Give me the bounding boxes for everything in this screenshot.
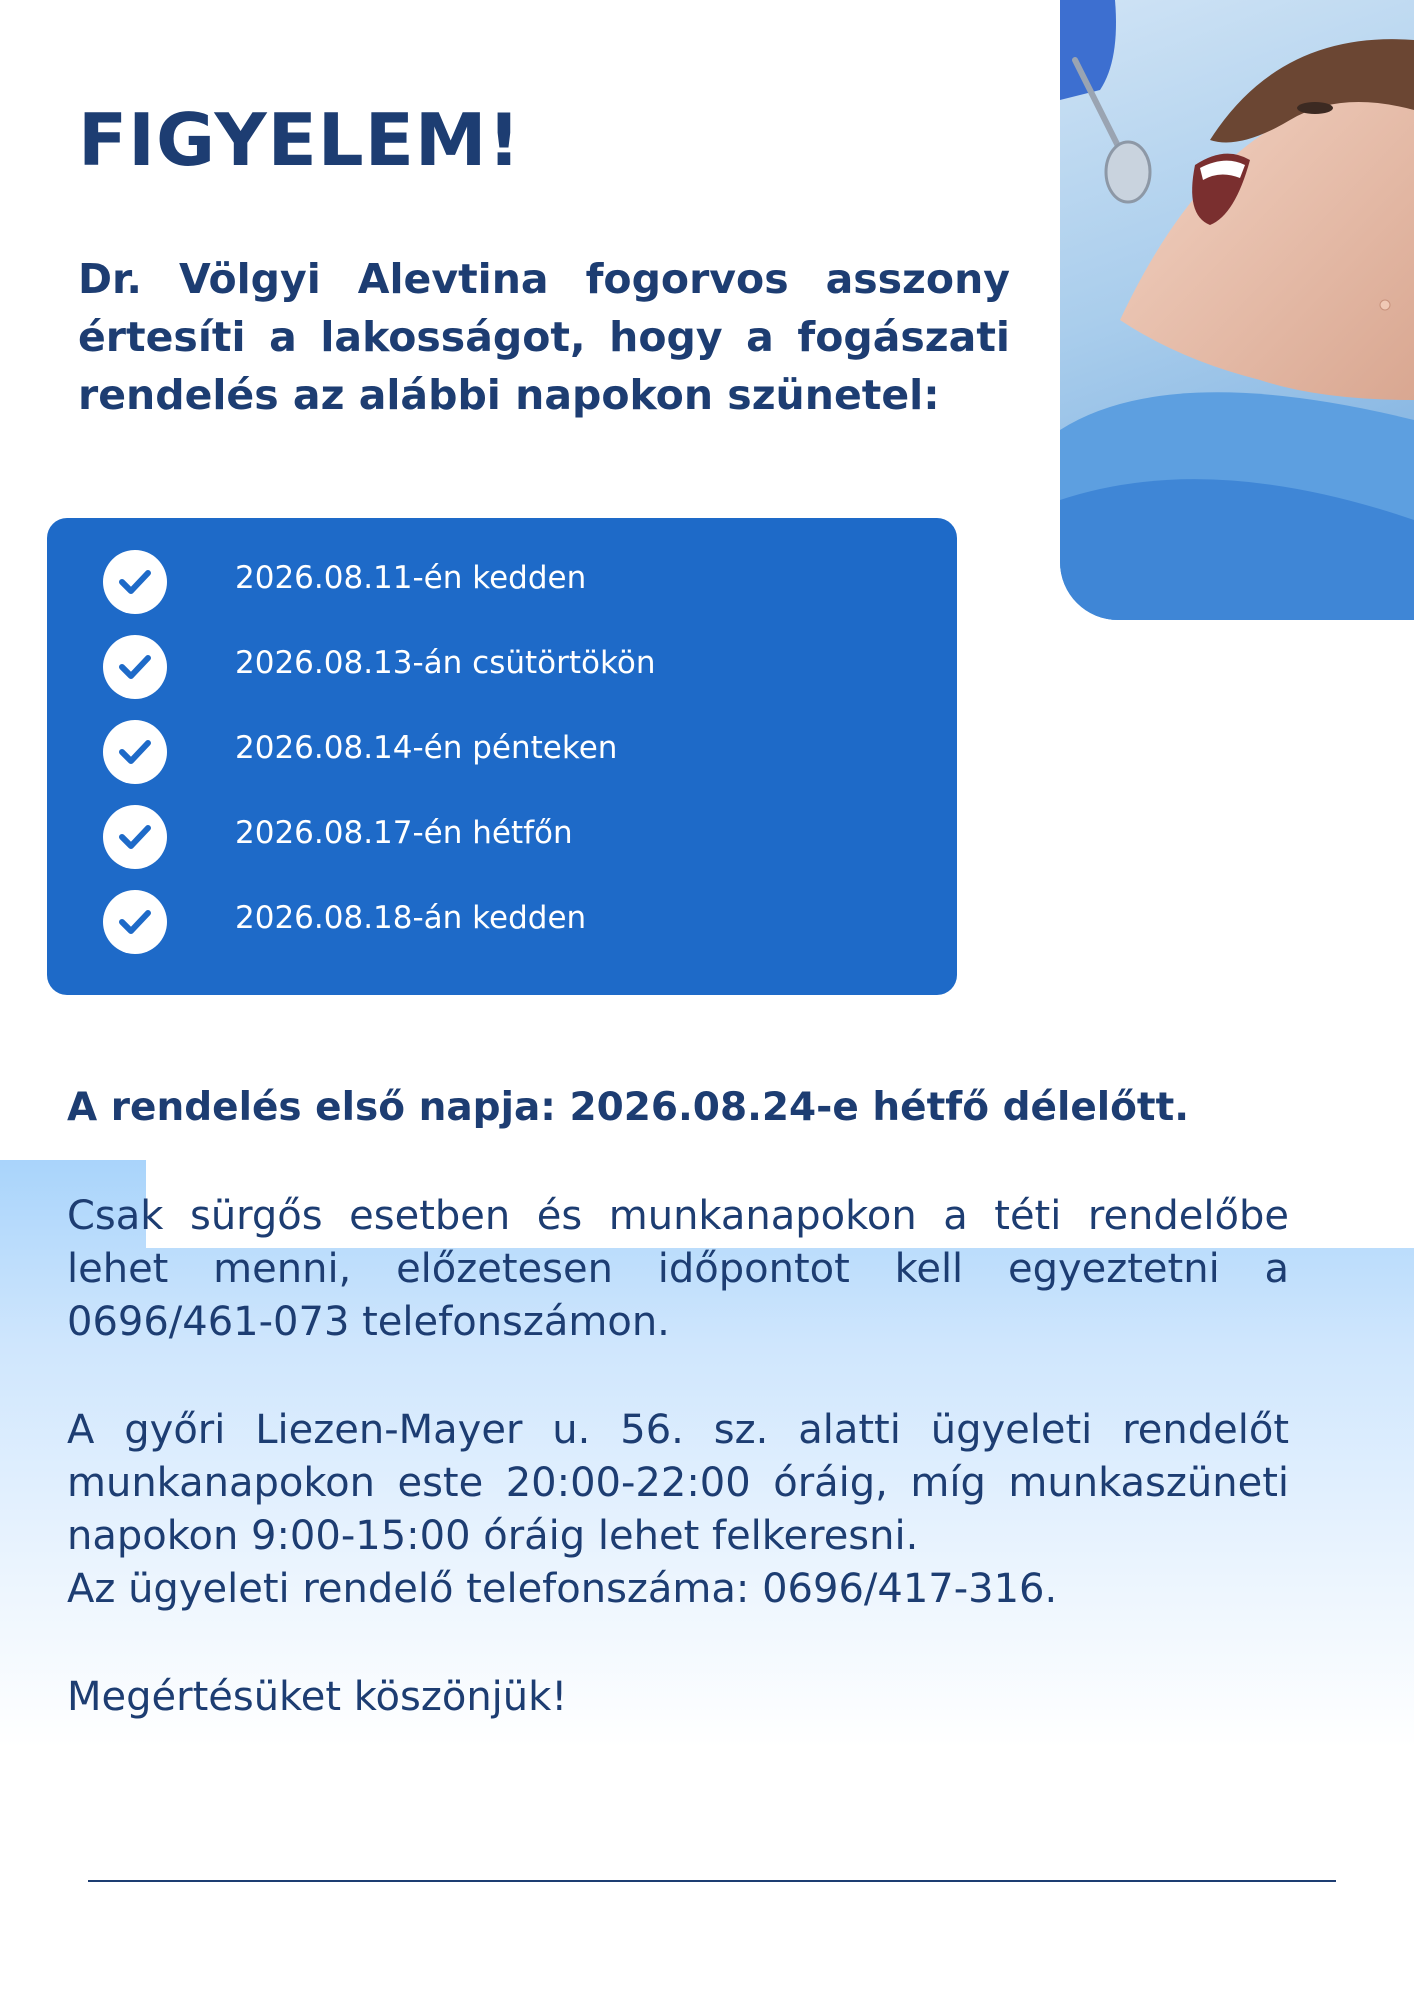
closed-day-item [47, 720, 957, 784]
dental-patient-illustration [1060, 0, 1414, 620]
urgent-care-paragraph: Csak sürgős esetben és munkanapokon a téti rendelőbe lehet menni, előzetesen időpontot kell egyeztetni a 0696/461-073 telefonszámon. [67, 1193, 1289, 1345]
duty-clinic-hours: A győri Liezen-Mayer u. 56. sz. alatti ügyeleti rendelőt munkanapokon este 20:00-22:00 óráig, míg munkaszüneti napokon 9:00-15:00 óráig lehet felkeresni. [67, 1407, 1289, 1559]
intro-text: Dr. Völgyi Alevtina fogorvos asszony értesíti a lakosságot, hogy a fogászati rendelés az alábbi napokon szünetel: [78, 255, 1010, 419]
closed-day-text: 2026.08.18-án kedden [235, 900, 587, 936]
closed-day-text: 2026.08.17-én hétfőn [235, 815, 573, 851]
closed-day-text: 2026.08.11-én kedden [235, 560, 587, 596]
closed-day-text: 2026.08.13-án csütörtökön [235, 645, 656, 681]
duty-clinic-phone: Az ügyeleti rendelő telefonszáma: 0696/417-316. [67, 1566, 1058, 1612]
closed-day-item [47, 635, 957, 699]
closed-days-panel [47, 518, 957, 995]
check-circle-icon [103, 635, 167, 699]
closed-day-item [47, 550, 957, 614]
check-circle-icon [103, 890, 167, 954]
closed-day-item [47, 805, 957, 869]
page-title: FIGYELEM! [78, 98, 522, 182]
check-circle-icon [103, 720, 167, 784]
duty-clinic-paragraph [67, 1404, 1289, 1616]
dental-patient-photo [1060, 0, 1414, 620]
check-circle-icon [103, 805, 167, 869]
closed-day-text: 2026.08.14-én pénteken [235, 730, 618, 766]
thanks-text: Megértésüket köszönjük! [67, 1674, 568, 1720]
closed-day-item [47, 890, 957, 954]
check-circle-icon [103, 550, 167, 614]
first-day-notice: A rendelés első napja: 2026.08.24-e hétfő délelőtt. [67, 1085, 1190, 1130]
footer-divider [88, 1880, 1336, 1882]
